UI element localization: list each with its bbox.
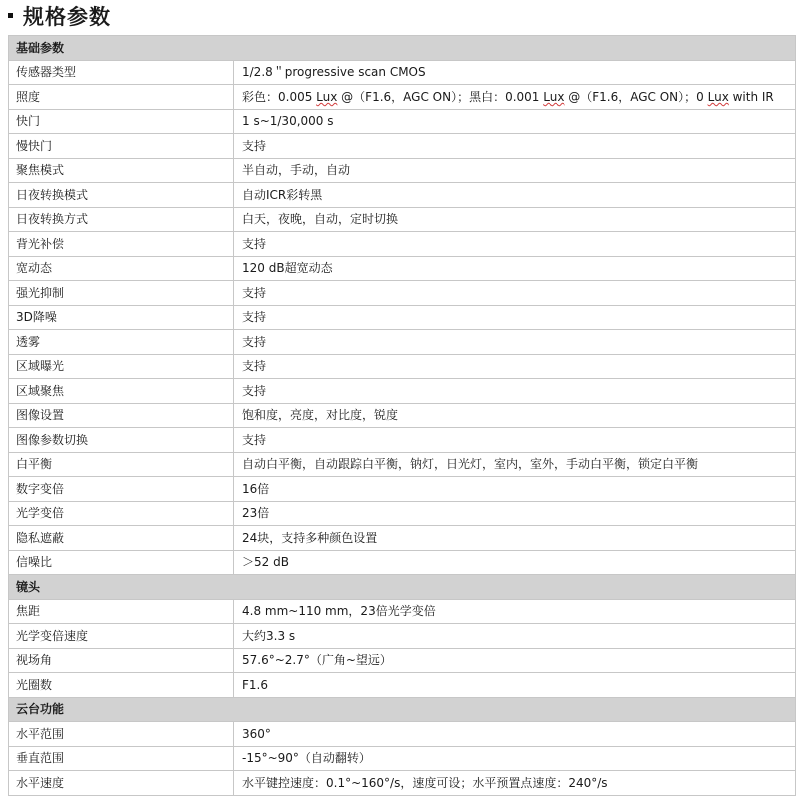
spec-value: 支持 [234,354,796,379]
value-text: with IR [728,89,774,104]
spec-label: 光圈数 [9,673,234,698]
spec-label: 数字变倍 [9,477,234,502]
spec-label: 宽动态 [9,256,234,281]
spec-value: 120 dB超宽动态 [234,256,796,281]
section-header-row [9,36,796,61]
value-text: @（F1.6，AGC ON）；黑白：0.001 [337,89,544,104]
spec-value: 半自动，手动，自动 [234,158,796,183]
spec-label: 隐私遮蔽 [9,526,234,551]
spec-value: F1.6 [234,673,796,698]
section-header-ptz: 云台功能 [9,697,796,722]
spec-label: 白平衡 [9,452,234,477]
spec-label: 3D降噪 [9,305,234,330]
spec-label: 照度 [9,85,234,110]
spec-value: 大约3.3 s [234,624,796,649]
table-row [9,599,796,624]
spec-value: 支持 [234,232,796,257]
spec-label: 视场角 [9,648,234,673]
table-row [9,526,796,551]
spec-label: 水平范围 [9,722,234,747]
table-row [9,232,796,257]
spec-label: 区域曝光 [9,354,234,379]
spec-value: 支持 [234,379,796,404]
section-header-row [9,697,796,722]
spec-value: 自动ICR彩转黑 [234,183,796,208]
spec-label: 区域聚焦 [9,379,234,404]
spec-value: -15°~90°（自动翻转） [234,746,796,771]
spec-label: 图像参数切换 [9,428,234,453]
spec-value: 57.6°~2.7°（广角~望远） [234,648,796,673]
spec-value: ＞52 dB [234,550,796,575]
spec-label: 聚焦模式 [9,158,234,183]
page-title-bar [0,0,800,35]
table-row [9,452,796,477]
value-text: @（F1.6，AGC ON）；0 [564,89,708,104]
spec-value: 360° [234,722,796,747]
spec-value: 支持 [234,281,796,306]
table-row [9,550,796,575]
spec-value: 1 s~1/30,000 s [234,109,796,134]
spec-label: 光学变倍 [9,501,234,526]
spec-label: 快门 [9,109,234,134]
spec-value: 24块，支持多种颜色设置 [234,526,796,551]
table-row [9,109,796,134]
table-row [9,379,796,404]
table-row [9,477,796,502]
spec-label: 慢快门 [9,134,234,159]
spec-label: 水平速度 [9,771,234,796]
spec-value: 白天，夜晚，自动，定时切换 [234,207,796,232]
table-row [9,648,796,673]
table-row [9,305,796,330]
spec-label: 信噪比 [9,550,234,575]
title-bullet-icon [8,13,13,18]
section-header-row [9,575,796,600]
table-row [9,428,796,453]
spellcheck-word: Lux [316,89,338,104]
spec-value: 自动白平衡，自动跟踪白平衡，钠灯，日光灯，室内，室外，手动白平衡，锁定白平衡 [234,452,796,477]
spec-label: 背光补偿 [9,232,234,257]
spec-label: 传感器类型 [9,60,234,85]
spec-value: 支持 [234,305,796,330]
spec-table [8,35,796,796]
table-row [9,722,796,747]
spec-value: 支持 [234,134,796,159]
spec-value: 4.8 mm~110 mm，23倍光学变倍 [234,599,796,624]
table-row [9,85,796,110]
table-row [9,256,796,281]
spec-label: 垂直范围 [9,746,234,771]
spec-label: 透雾 [9,330,234,355]
value-text: 彩色：0.005 [242,89,317,104]
spec-label: 日夜转换方式 [9,207,234,232]
spec-label: 日夜转换模式 [9,183,234,208]
spec-label: 图像设置 [9,403,234,428]
spellcheck-word: Lux [543,89,565,104]
spec-label: 光学变倍速度 [9,624,234,649]
table-row [9,60,796,85]
table-row [9,183,796,208]
spec-value: 水平键控速度：0.1°~160°/s，速度可设；水平预置点速度：240°/s [234,771,796,796]
spec-label: 焦距 [9,599,234,624]
table-row [9,134,796,159]
spec-value: 16倍 [234,477,796,502]
spec-value: 1/2.8＂progressive scan CMOS [234,60,796,85]
table-row [9,673,796,698]
table-row [9,330,796,355]
table-row [9,746,796,771]
spec-value: 23倍 [234,501,796,526]
table-row [9,403,796,428]
section-header-basic: 基础参数 [9,36,796,61]
table-row [9,281,796,306]
table-row [9,354,796,379]
table-row [9,624,796,649]
table-row [9,158,796,183]
table-row [9,501,796,526]
spec-label: 强光抑制 [9,281,234,306]
spec-value: 支持 [234,428,796,453]
section-header-lens: 镜头 [9,575,796,600]
spec-value [234,85,796,110]
spellcheck-word: Lux [707,89,729,104]
spec-value: 饱和度，亮度，对比度，锐度 [234,403,796,428]
page-title: 规格参数 [23,5,111,29]
table-row [9,771,796,796]
spec-value: 支持 [234,330,796,355]
table-row [9,207,796,232]
